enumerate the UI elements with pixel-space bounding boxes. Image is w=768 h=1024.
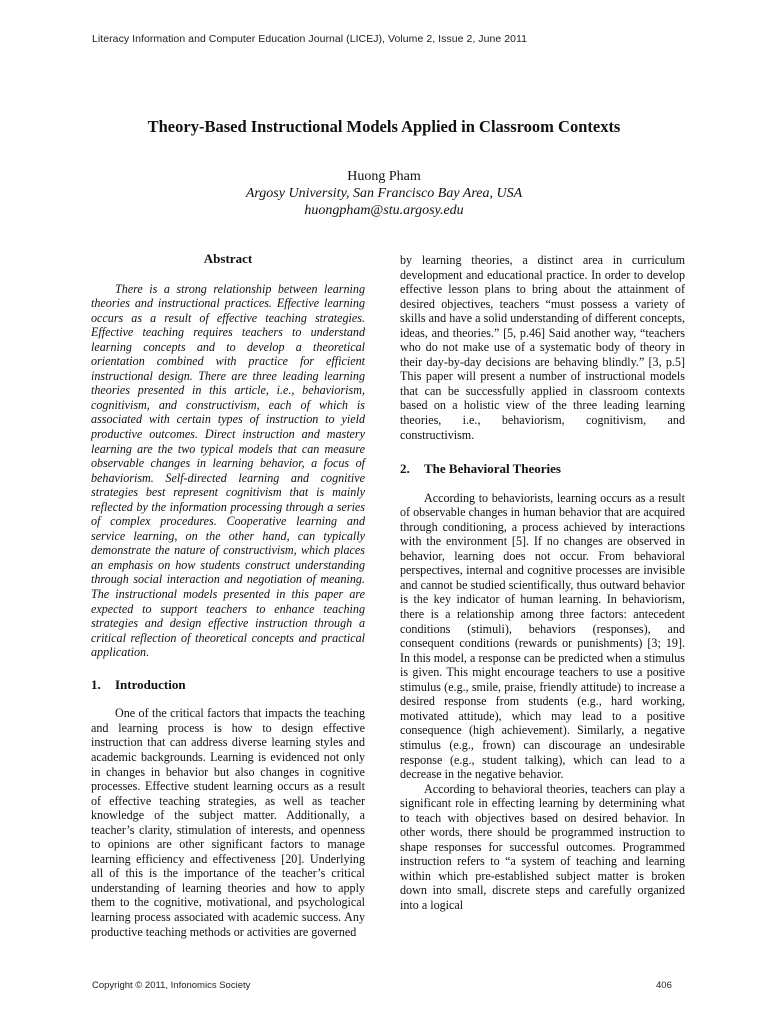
- running-head: Literacy Information and Computer Education Journal (LICEJ), Volume 2, Issue 2, June 2011: [92, 33, 527, 45]
- footer-page-number: 406: [656, 980, 672, 991]
- author-email[interactable]: huongpham@stu.argosy.edu: [304, 203, 464, 218]
- behavioral-paragraph-2: According to behavioral theories, teachers can play a significant role in effecting learning by determining what to teach with objectives based on desired behavior. In other words, there should be programmed instruction to shape responses for successful outcomes. Programmed instruction refers to “a system of teaching and learning within which pre-established subject matter is broken down into small, discrete steps and carefully organized into a logical: [400, 781, 685, 912]
- section-title: Introduction: [115, 676, 186, 692]
- left-column: [91, 252, 365, 939]
- behavioral-paragraph-1: According to behaviorists, learning occurs as a result of observable changes in human behavior that are acquired through conditioning, a process achieved by interactions with the environment [5]. If no changes are observed in behavior, learning does not occur. From behavioral perspectives, internal and cognitive processes are invisible and cannot be studied scientifically, thus outward behavior is the key indicator of human learning. In behaviorism, there is a relationship among three factors: antecedent conditions (stimuli), behaviors (responses), and consequent conditions (rewards or punishments) [3; 19]. In this model, a response can be predicted when a stimulus is given. This might encourage teachers to use a positive stimulus (e.g., smile, praise, friendly attitude) to increase a desired response from students (e.g., hard working, motivated attitude), which may lead to a positive consequence (high achievement). Similarly, a negative stimulus (e.g., frown) can discourage an undesirable response (e.g., student talking), which can lead to a decrease in the negative behavior.: [400, 490, 685, 782]
- introduction-paragraph-2: by learning theories, a distinct area in curriculum development and educational practice. In order to develop effective lesson plans to bring about the attainment of desired objectives, teachers “must possess a variety of skills and have a solid understanding of different concepts, ideas, and theories.” [5, p.46] Said another way, “teachers who do not make use of a systematic body of theory in their day-by-day decisions are behaving blindly.” [3, p.5] This paper will present a number of instructional models that can be successfully applied in classroom contexts based on a holistic view of the three leading learning theories, i.e., behaviorism, cognitivism, and constructivism.: [400, 253, 685, 442]
- section-number: 2.: [400, 461, 410, 477]
- abstract-body: There is a strong relationship between learning theories and instructional practices. Effective learning occurs as a result of effective teaching strategies. Effective teaching requires teachers to understand learning concepts and to develop a theoretical orientation combined with practice for efficient instructional design. There are three leading learning theories presented in this article, i.e., behaviorism, cognitivism, and constructivism, each of which is associated with certain types of instruction to yield productive outcomes. Direct instruction and mastery learning are the two typical models that can measure observable changes in learning behavior, a focus of behaviorism. Self-directed learning and cognitive strategies best represent cognitivism that is mainly reflected by the information processing through a series of complex procedures. Cooperative learning and service learning, on the other hand, can typically demonstrate the nature of constructivism, which places an emphasis on how students construct understanding through social interaction and negotiation of meaning. The instructional models presented in this paper are expected to support teachers to enhance teaching strategies and design effective instruction through a critical reflection of theoretical concepts and practical application.: [91, 281, 365, 660]
- right-column: [400, 253, 685, 913]
- abstract-heading: Abstract: [203, 251, 253, 266]
- author-block: [0, 168, 768, 219]
- section-number: 1.: [91, 676, 101, 692]
- introduction-paragraph-1: One of the critical factors that impacts the teaching and learning process is how to design effective instruction that can address diverse learning styles and academic backgrounds. Learning is evidenced not only in changes in behavior but also changes in cognitive processes. Effective student learning occurs as a result of effective teaching strategies, as well as teacher knowledge of the subject matter. Additionally, a teacher’s clarity, stimulation of interests, and openness to opinions are other significant factors to manage learning efficiency and effectiveness [20]. Underlying all of this is the importance of the teacher’s critical understanding of learning theories and how to apply them to the cognitive, motivational, and psychological learning process associated with academic success. Any productive teaching methods or activities are governed: [91, 706, 365, 939]
- author-affiliation: Argosy University, San Francisco Bay Area, USA: [245, 186, 523, 201]
- section-heading-behavioral-theories: [400, 462, 685, 477]
- section-title: The Behavioral Theories: [424, 461, 561, 477]
- footer-copyright: Copyright © 2011, Infonomics Society: [92, 980, 251, 991]
- section-heading-introduction: [91, 678, 365, 693]
- author-name: Huong Pham: [347, 169, 421, 184]
- paper-title: Theory-Based Instructional Models Applied in Classroom Contexts: [147, 117, 621, 136]
